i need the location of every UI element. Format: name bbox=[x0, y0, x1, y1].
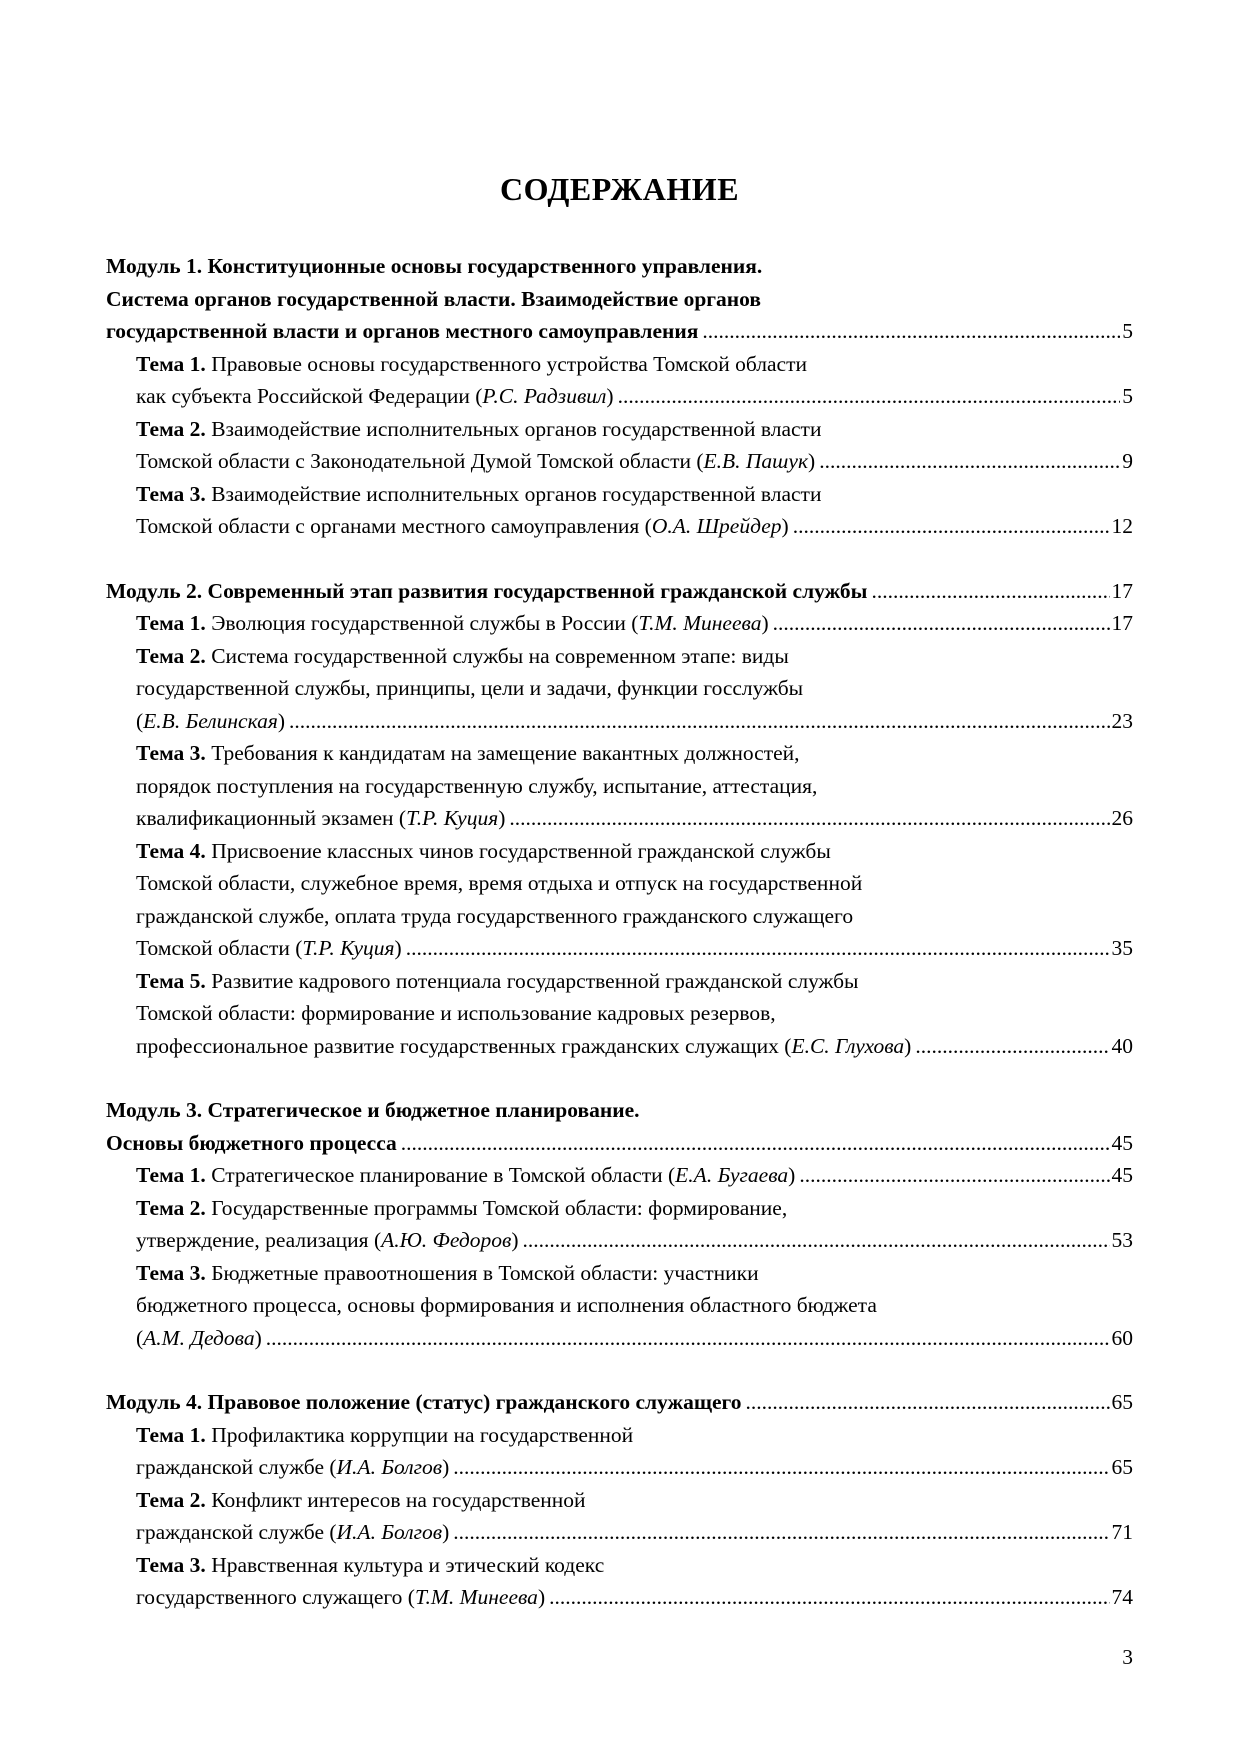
topic-text: ) bbox=[606, 384, 614, 408]
page-ref: 65 bbox=[1111, 1455, 1133, 1479]
dot-leader bbox=[915, 1030, 1109, 1063]
toc-topic bbox=[106, 1549, 1133, 1614]
topic-last-text bbox=[136, 510, 789, 543]
module-heading-text: Модуль 2. Современный этап развития государственной гражданской службы bbox=[106, 578, 868, 603]
page-ref: 17 bbox=[1111, 578, 1133, 603]
topic-author: Е.А. Бугаева bbox=[675, 1163, 789, 1187]
module-heading bbox=[106, 575, 1133, 608]
toc-topic bbox=[106, 1192, 1133, 1257]
dot-leader bbox=[406, 932, 1110, 965]
dot-leader bbox=[453, 1516, 1109, 1549]
topic-line: гражданской службе, оплата труда государственного гражданского служащего bbox=[136, 903, 854, 928]
topic-author: Е.С. Глухова bbox=[791, 1033, 905, 1058]
topic-text: Система государственной службы на современном этапе: виды bbox=[211, 643, 789, 668]
page-ref: 5 bbox=[1122, 384, 1133, 408]
topic-last-text bbox=[136, 1030, 911, 1063]
topic-author: И.А. Болгов bbox=[336, 1455, 443, 1479]
page-ref: 26 bbox=[1111, 806, 1133, 830]
dot-leader bbox=[401, 1127, 1110, 1160]
topic-text: Присвоение классных чинов государственной гражданской службы bbox=[211, 838, 831, 863]
dot-leader bbox=[799, 1159, 1109, 1192]
topic-line bbox=[106, 640, 1133, 673]
topic-text: ) bbox=[904, 1033, 912, 1058]
topic-last-text bbox=[136, 1224, 519, 1257]
topic-text: ) bbox=[781, 514, 789, 538]
topic-line bbox=[106, 1159, 1133, 1192]
dot-leader bbox=[793, 510, 1110, 543]
page-ref: 9 bbox=[1122, 449, 1133, 473]
topic-label: Тема 3. bbox=[136, 741, 206, 765]
topic-text: ( bbox=[136, 708, 144, 733]
module-heading-line bbox=[106, 1127, 1133, 1160]
dot-leader bbox=[289, 705, 1109, 738]
module-heading bbox=[106, 250, 1133, 348]
module-heading-line bbox=[106, 315, 1133, 348]
topic-line bbox=[106, 1257, 1133, 1290]
topic-text: как субъекта Российской Федерации ( bbox=[136, 384, 483, 408]
topic-last-text bbox=[136, 1159, 795, 1192]
topic-text: Стратегическое планирование в Томской области ( bbox=[211, 1163, 676, 1187]
topic-line bbox=[106, 965, 1133, 998]
topic-text: ) bbox=[394, 936, 402, 960]
topic-author: И.А. Болгов bbox=[336, 1520, 443, 1544]
topic-text: Конфликт интересов на государственной bbox=[211, 1487, 586, 1512]
module-heading-text: государственной власти и органов местного самоуправления bbox=[106, 319, 699, 343]
module-heading-line: Система органов государственной власти. Взаимодействие органов bbox=[106, 286, 762, 311]
topic-line: Томской области, служебное время, время отдыха и отпуск на государственной bbox=[136, 871, 863, 895]
module-heading-line: Модуль 3. Стратегическое и бюджетное планирование. bbox=[106, 1098, 640, 1122]
dot-leader bbox=[523, 1224, 1110, 1257]
topic-line bbox=[106, 1322, 1133, 1355]
topic-label: Тема 1. bbox=[136, 1422, 206, 1447]
topic-line bbox=[106, 802, 1133, 835]
topic-line bbox=[106, 1419, 1133, 1452]
topic-text: Эволюция государственной службы в России ( bbox=[211, 611, 639, 635]
toc-topic bbox=[106, 1257, 1133, 1355]
topic-label: Тема 3. bbox=[136, 1260, 206, 1285]
topic-text: профессиональное развитие государственных гражданских служащих ( bbox=[136, 1033, 792, 1058]
topic-line bbox=[106, 380, 1133, 413]
topic-author: О.А. Шрейдер bbox=[651, 514, 782, 538]
page-ref: 71 bbox=[1111, 1520, 1133, 1544]
topic-last-text bbox=[136, 705, 285, 738]
dot-leader bbox=[702, 315, 1120, 348]
topic-last-text bbox=[136, 607, 769, 640]
topic-line bbox=[106, 737, 1133, 770]
module-heading-line: Модуль 1. Конституционные основы государственного управления. bbox=[106, 254, 763, 278]
page-ref: 53 bbox=[1111, 1228, 1133, 1252]
toc-topic bbox=[106, 607, 1133, 640]
topic-text: Взаимодействие исполнительных органов государственной власти bbox=[211, 416, 822, 441]
topic-text: Профилактика коррупции на государственной bbox=[211, 1422, 634, 1447]
dot-leader bbox=[453, 1451, 1109, 1484]
module-heading-line bbox=[106, 575, 1133, 608]
topic-label: Тема 3. bbox=[136, 1552, 206, 1577]
topic-text: ) bbox=[442, 1455, 450, 1479]
toc-topic bbox=[106, 835, 1133, 965]
topic-label: Тема 2. bbox=[136, 1195, 206, 1220]
topic-last-text bbox=[136, 1451, 449, 1484]
page-ref: 5 bbox=[1122, 319, 1133, 343]
topic-label: Тема 2. bbox=[136, 643, 206, 668]
topic-label: Тема 1. bbox=[136, 351, 206, 376]
topic-text: ) bbox=[254, 1325, 262, 1350]
topic-author: Т.Р. Куция bbox=[406, 806, 499, 830]
topic-author: Т.М. Минеева bbox=[638, 611, 762, 635]
topic-text: Развитие кадрового потенциала государственной гражданской службы bbox=[211, 968, 859, 993]
topic-line bbox=[106, 478, 1133, 511]
page-title: СОДЕРЖАНИЕ bbox=[499, 171, 740, 207]
toc-module bbox=[106, 250, 1133, 543]
topic-text: Томской области с Законодательной Думой Томской области ( bbox=[136, 449, 704, 473]
toc-topic bbox=[106, 1159, 1133, 1192]
page-ref: 17 bbox=[1111, 611, 1133, 635]
topic-author: Т.Р. Куция bbox=[302, 936, 395, 960]
topic-text: ) bbox=[498, 806, 506, 830]
topic-last-text bbox=[136, 802, 505, 835]
topic-line bbox=[106, 348, 1133, 381]
topic-line bbox=[106, 1030, 1133, 1063]
dot-leader bbox=[746, 1386, 1110, 1419]
page-ref: 45 bbox=[1111, 1163, 1133, 1187]
topic-text: ( bbox=[136, 1325, 144, 1350]
topic-text: ) bbox=[277, 708, 286, 733]
dot-leader bbox=[773, 607, 1110, 640]
toc-topic bbox=[106, 348, 1133, 413]
topic-author: Е.В. Белинская bbox=[143, 708, 278, 733]
module-heading-line bbox=[106, 1386, 1133, 1419]
topic-line: государственной службы, принципы, цели и задачи, функции госслужбы bbox=[136, 676, 804, 700]
topic-text: ) bbox=[788, 1163, 796, 1187]
topic-line bbox=[106, 1484, 1133, 1517]
topic-text: Нравственная культура и этический кодекс bbox=[211, 1552, 605, 1577]
toc-topic bbox=[106, 478, 1133, 543]
dot-leader bbox=[819, 445, 1120, 478]
page-ref: 74 bbox=[1111, 1585, 1133, 1609]
topic-author: А.М. Дедова bbox=[143, 1325, 255, 1350]
dot-leader bbox=[266, 1322, 1110, 1355]
topic-line bbox=[106, 1516, 1133, 1549]
topic-text: Государственные программы Томской области: формирование, bbox=[211, 1195, 788, 1220]
page-ref: 65 bbox=[1111, 1390, 1133, 1414]
topic-label: Тема 5. bbox=[136, 968, 206, 993]
topic-line: Томской области: формирование и использование кадровых резервов, bbox=[136, 1001, 776, 1025]
topic-text: Требования к кандидатам на замещение вакантных должностей, bbox=[211, 741, 800, 765]
topic-line: бюджетного процесса, основы формирования и исполнения областного бюджета bbox=[136, 1293, 877, 1317]
topic-last-text bbox=[136, 1581, 545, 1614]
dot-leader bbox=[618, 380, 1121, 413]
topic-text: Взаимодействие исполнительных органов государственной власти bbox=[211, 481, 822, 506]
topic-line bbox=[106, 1192, 1133, 1225]
topic-line bbox=[106, 835, 1133, 868]
topic-text: ) bbox=[808, 449, 816, 473]
topic-label: Тема 1. bbox=[136, 1163, 206, 1187]
page-ref: 60 bbox=[1111, 1325, 1133, 1350]
topic-last-text bbox=[136, 1516, 449, 1549]
page-ref: 35 bbox=[1111, 936, 1133, 960]
topic-line bbox=[106, 413, 1133, 446]
toc-module bbox=[106, 1094, 1133, 1354]
topic-text: гражданской службе ( bbox=[136, 1455, 337, 1479]
toc-page bbox=[106, 170, 1133, 1646]
topic-line bbox=[106, 1549, 1133, 1582]
topic-author: Т.М. Минеева bbox=[414, 1585, 538, 1609]
topic-line bbox=[106, 510, 1133, 543]
topic-text: государственного служащего ( bbox=[136, 1585, 415, 1609]
topic-label: Тема 2. bbox=[136, 416, 206, 441]
toc-topic bbox=[106, 1484, 1133, 1549]
topic-line bbox=[106, 445, 1133, 478]
topic-line bbox=[106, 705, 1133, 738]
page-ref: 40 bbox=[1111, 1033, 1133, 1058]
topic-label: Тема 3. bbox=[136, 481, 206, 506]
topic-last-text bbox=[136, 932, 402, 965]
topic-text: ) bbox=[442, 1520, 450, 1544]
toc-module bbox=[106, 1386, 1133, 1614]
topic-text: Правовые основы государственного устройства Томской области bbox=[211, 351, 808, 376]
topic-last-text bbox=[136, 380, 614, 413]
topic-line bbox=[106, 932, 1133, 965]
topic-line bbox=[106, 607, 1133, 640]
topic-text: ) bbox=[761, 611, 769, 635]
page-ref: 23 bbox=[1111, 708, 1133, 733]
topic-label: Тема 4. bbox=[136, 838, 206, 863]
topic-line bbox=[106, 1581, 1133, 1614]
topic-text: гражданской службе ( bbox=[136, 1520, 337, 1544]
table-of-contents bbox=[106, 250, 1133, 1614]
topic-last-text bbox=[136, 1322, 262, 1355]
topic-text: Бюджетные правоотношения в Томской области: участники bbox=[211, 1260, 759, 1285]
topic-text: ) bbox=[537, 1585, 546, 1609]
topic-text: Томской области ( bbox=[136, 936, 303, 960]
topic-author: Е.В. Пашук bbox=[703, 449, 809, 473]
topic-text: квалификационный экзамен ( bbox=[136, 806, 407, 830]
toc-topic bbox=[106, 1419, 1133, 1484]
topic-text: ) bbox=[511, 1228, 519, 1252]
module-heading bbox=[106, 1386, 1133, 1419]
topic-author: А.Ю. Федоров bbox=[381, 1228, 512, 1252]
topic-last-text bbox=[136, 445, 815, 478]
dot-leader bbox=[509, 802, 1109, 835]
toc-topic bbox=[106, 640, 1133, 738]
topic-line bbox=[106, 1451, 1133, 1484]
page-ref: 12 bbox=[1111, 514, 1133, 538]
dot-leader bbox=[549, 1581, 1109, 1614]
module-heading bbox=[106, 1094, 1133, 1159]
dot-leader bbox=[871, 575, 1109, 608]
module-heading-text: Основы бюджетного процесса bbox=[106, 1130, 397, 1155]
topic-text: утверждение, реализация ( bbox=[136, 1228, 382, 1252]
page-number: 3 bbox=[1122, 1645, 1133, 1669]
topic-line: порядок поступления на государственную службу, испытание, аттестация, bbox=[136, 773, 818, 798]
topic-author: Р.С. Радзивил bbox=[482, 384, 607, 408]
module-heading-text: Модуль 4. Правовое положение (статус) гражданского служащего bbox=[106, 1390, 742, 1414]
toc-topic bbox=[106, 965, 1133, 1063]
topic-label: Тема 2. bbox=[136, 1487, 206, 1512]
page-ref: 45 bbox=[1111, 1130, 1133, 1155]
toc-topic bbox=[106, 413, 1133, 478]
topic-label: Тема 1. bbox=[136, 611, 206, 635]
topic-line bbox=[106, 1224, 1133, 1257]
toc-module bbox=[106, 575, 1133, 1063]
topic-text: Томской области с органами местного самоуправления ( bbox=[136, 514, 652, 538]
toc-topic bbox=[106, 737, 1133, 835]
